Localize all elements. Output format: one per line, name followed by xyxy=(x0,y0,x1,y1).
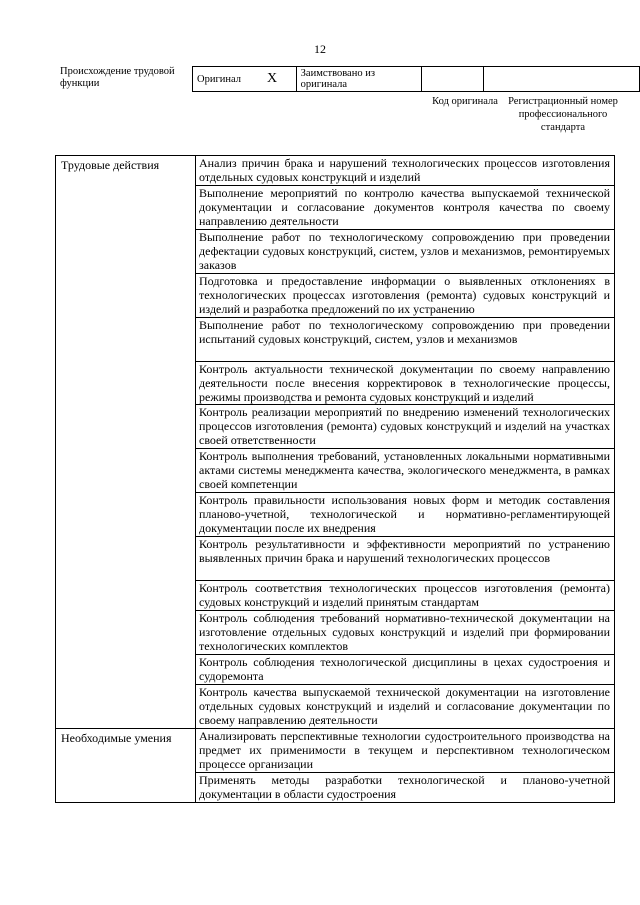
action-item: Контроль реализации мероприятий по внедрению изменений технологических процессов изготовления (ремонта) судовых конструкций и изделий на участках своей ответственности xyxy=(196,405,615,449)
skill-item: Анализировать перспективные технологии судостроительного производства на предмет их применимости в текущем и перспективном технологическом процессе организации xyxy=(196,729,615,773)
action-item: Контроль актуальности технической документации по своему направлению деятельности после внесения корректировок в технологические процессы, режимы производства и ремонта судовых конструкций и изделий xyxy=(196,362,615,405)
section-title-actions: Трудовые действия xyxy=(56,156,196,729)
action-item: Контроль результативности и эффективности мероприятий по устранению выявленных причин брака и нарушений технологических процессов xyxy=(196,537,615,581)
action-item: Выполнение работ по технологическому сопровождению при проведении испытаний судовых конструкций, систем, узлов и механизмов xyxy=(196,318,615,362)
reg-number-cell xyxy=(484,67,640,92)
original-cell xyxy=(193,67,297,92)
action-item: Выполнение работ по технологическому сопровождению при проведении дефектации судовых конструкций, систем, узлов и механизмов, ремонтируемых заказов xyxy=(196,230,615,274)
skill-item: Применять методы разработки технологической и планово-учетной документации в области судостроения xyxy=(196,773,615,803)
origin-label: Происхождение трудовой функции xyxy=(60,66,175,89)
action-item: Контроль выполнения требований, установленных локальными нормативными актами системы менеджмента качества, экологического менеджмента, в рамках своей компетенции xyxy=(196,449,615,493)
section-title-skills: Необходимые умения xyxy=(56,729,196,803)
action-item: Выполнение мероприятий по контролю качества выпускаемой технической документации и согласование документов контроля качества по своему направлению деятельности xyxy=(196,186,615,230)
origin-table xyxy=(192,66,640,92)
original-label: Оригинал xyxy=(197,74,241,85)
action-item: Анализ причин брака и нарушений технологических процессов изготовления отдельных судовых конструкций и изделий xyxy=(196,156,615,186)
original-mark: Х xyxy=(267,71,278,86)
code-caption: Код оригинала xyxy=(432,96,498,107)
borrowed-label: Заимствовано из оригинала xyxy=(296,67,421,92)
action-item: Контроль соблюдения технологической дисциплины в цехах судостроения и судоремонта xyxy=(196,655,615,685)
page-number: 12 xyxy=(314,42,326,56)
action-item: Контроль правильности использования новых форм и методик составления планово-учетной, технологической и нормативно-регламентирующей документации после их внедрения xyxy=(196,493,615,537)
action-item: Контроль качества выпускаемой технической документации на изготовление отдельных судовых конструкций и изделий и согласование документации по своему направлению деятельности xyxy=(196,685,615,729)
labor-function-table xyxy=(55,155,615,803)
action-item: Контроль соблюдения требований нормативно-технической документации на изготовление отдельных судовых конструкций и изделий при формировании технологических комплектов xyxy=(196,611,615,655)
action-item: Подготовка и предоставление информации о выявленных отклонениях в технологических процессах изготовления (ремонта) судовых конструкций и изделий и разработка предложений по их устранению xyxy=(196,274,615,318)
code-cell xyxy=(421,67,483,92)
reg-number-caption: Регистрационный номер профессионального стандарта xyxy=(508,96,618,133)
action-item: Контроль соответствия технологических процессов изготовления (ремонта) судовых конструкций и изделий принятым стандартам xyxy=(196,581,615,611)
